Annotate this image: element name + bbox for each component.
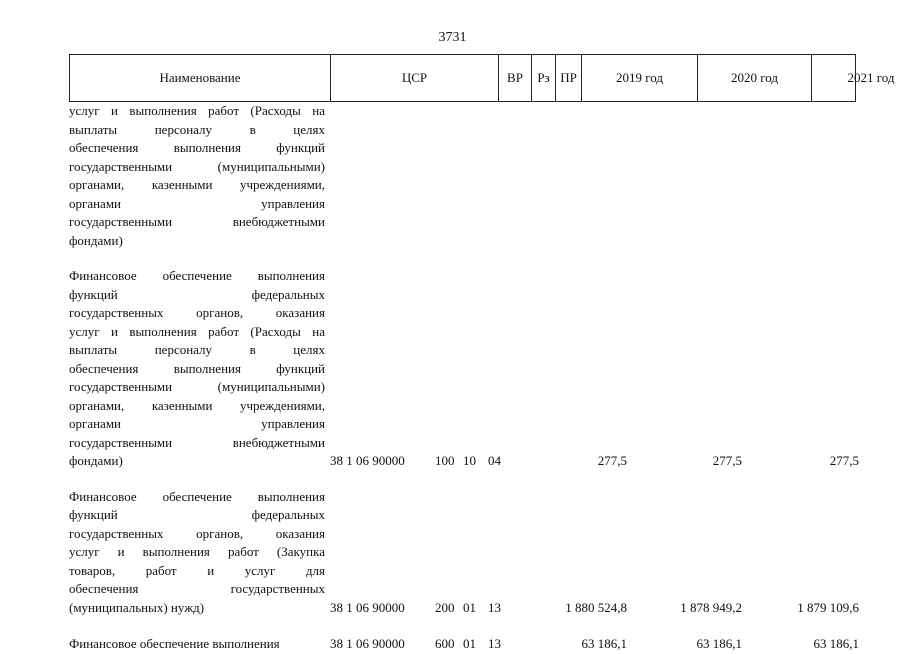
row-name-line: Финансовое обеспечение выполнения (69, 636, 280, 651)
row-name-line: услуг и выполнения работ (Закупка (69, 544, 325, 559)
row-name-line: государственными внебюджетными (69, 434, 325, 450)
row-name-line: органами управления (69, 195, 325, 211)
table-header (69, 54, 895, 102)
row-name-line: обеспечения выполнения функций (69, 360, 325, 376)
row-csr: 38 1 06 90000 (330, 453, 405, 468)
header-2019: 2019 год (581, 55, 697, 101)
table-row (69, 267, 859, 471)
row-name-line: обеспечения выполнения функций (69, 140, 325, 155)
header-name: Наименование (159, 70, 241, 85)
table-body (69, 102, 859, 654)
row-csr: 38 1 06 90000 (330, 599, 405, 615)
row-name-line: государственными внебюджетными (69, 214, 325, 229)
row-pr: 04 (488, 453, 501, 468)
row-name-line: фондами) (69, 232, 123, 248)
row-name-line: функций федеральных (69, 286, 325, 302)
row-name-line: органами управления (69, 416, 325, 431)
row-name-line: государственными (муниципальными) (69, 379, 325, 394)
row-name-line: товаров, работ и услуг для (69, 562, 325, 578)
row-name-line: услуг и выполнения работ (Расходы на (69, 103, 325, 118)
row-name-line: государственными (муниципальными) (69, 158, 325, 174)
header-pr: ПР (555, 55, 581, 101)
row-2019: 277,5 (597, 453, 627, 468)
row-pr: 13 (488, 636, 501, 651)
row-name-line: органами, казенными учреждениями, (69, 397, 325, 413)
row-2021: 277,5 (829, 453, 859, 468)
table-row (69, 635, 859, 654)
table-row (69, 488, 859, 618)
row-name-line: (муниципальных) нужд) (69, 599, 205, 615)
row-2020: 63 186,1 (696, 636, 742, 651)
row-name-line: органами, казенными учреждениями, (69, 177, 325, 192)
row-rz: 01 (463, 599, 476, 615)
row-name-line: фондами) (69, 453, 123, 468)
row-name (69, 102, 325, 250)
header-csr: ЦСР (330, 55, 498, 101)
row-name-line: государственных органов, оказания (69, 525, 325, 541)
header-rz: Рз (531, 55, 555, 101)
row-2019: 1 880 524,8 (565, 599, 627, 615)
page-number: 3731 (438, 30, 467, 45)
header-2020: 2020 год (697, 55, 811, 101)
row-2021: 63 186,1 (813, 636, 859, 651)
row-name-line: выплаты персоналу в целях (69, 342, 325, 357)
row-vr: 100 (435, 453, 455, 468)
header-vr: ВР (498, 55, 531, 101)
row-2020: 1 878 949,2 (680, 599, 742, 615)
row-name (69, 267, 325, 471)
table-row (69, 102, 856, 250)
header-2021: 2021 год (811, 55, 905, 101)
row-name-line: государственных органов, оказания (69, 305, 325, 320)
row-vr: 200 (435, 599, 455, 615)
row-name (69, 488, 325, 618)
budget-table (69, 54, 895, 654)
row-2020: 277,5 (712, 453, 742, 468)
row-rz: 10 (463, 453, 476, 468)
row-rz: 01 (463, 636, 476, 651)
row-name-line: услуг и выполнения работ (Расходы на (69, 323, 325, 339)
row-name-line: функций федеральных (69, 507, 325, 522)
row-vr: 600 (435, 636, 455, 651)
row-csr: 38 1 06 90000 (330, 636, 405, 651)
row-name-line: Финансовое обеспечение выполнения (69, 268, 325, 283)
row-name-line: Финансовое обеспечение выполнения (69, 488, 325, 504)
row-name (69, 635, 325, 654)
row-2021: 1 879 109,6 (797, 599, 859, 615)
row-name-line: выплаты персоналу в целях (69, 121, 325, 137)
row-2019: 63 186,1 (581, 636, 627, 651)
row-pr: 13 (488, 599, 501, 615)
row-name-line: обеспечения государственных (69, 581, 325, 596)
